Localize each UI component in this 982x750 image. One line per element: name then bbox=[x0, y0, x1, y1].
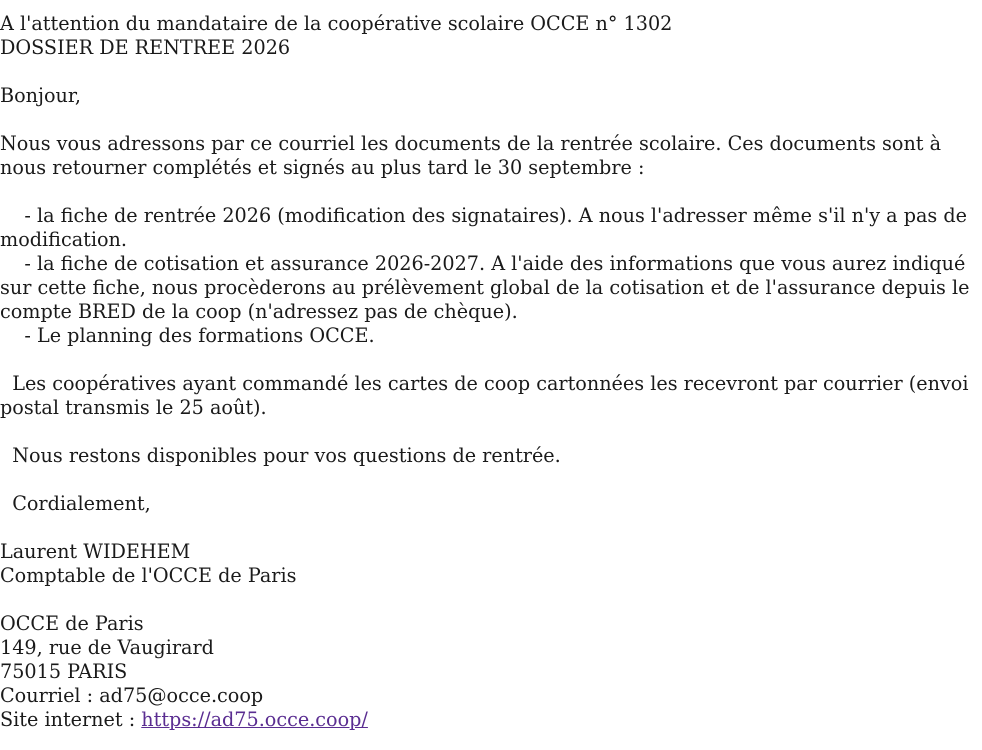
spacer bbox=[0, 420, 982, 444]
availability-note: Nous restons disponibles pour vos questions de rentrée. bbox=[0, 444, 561, 467]
contact-city: 75015 PARIS bbox=[0, 660, 128, 683]
signature-block bbox=[0, 540, 982, 588]
contact-website-line bbox=[0, 708, 982, 732]
spacer bbox=[0, 588, 982, 612]
document-list bbox=[0, 204, 982, 348]
list-item: - la fiche de rentrée 2026 (modification des signataires). A nous l'adresser même s'il n'y a pas de modification. bbox=[0, 204, 974, 251]
website-link[interactable]: https://ad75.occe.coop/ bbox=[141, 708, 368, 731]
website-label: Site internet : bbox=[0, 708, 142, 731]
contact-block bbox=[0, 612, 982, 732]
spacer bbox=[0, 108, 982, 132]
attention-line: A l'attention du mandataire de la coopérative scolaire OCCE n° 1302 bbox=[0, 12, 673, 35]
signature-name: Laurent WIDEHEM bbox=[0, 540, 191, 563]
spacer bbox=[0, 468, 982, 492]
spacer bbox=[0, 516, 982, 540]
cards-note: Les coopératives ayant commandé les cartes de coop cartonnées les recevront par courrier (envoi postal transmis le 25 août). bbox=[0, 372, 975, 419]
intro-paragraph: Nous vous adressons par ce courriel les documents de la rentrée scolaire. Ces documents sont à nous retourner complétés et signés au plus tard le 30 septembre : bbox=[0, 132, 942, 179]
closing: Cordialement, bbox=[0, 492, 151, 515]
contact-email: Courriel : ad75@occe.coop bbox=[0, 684, 264, 707]
signature-role: Comptable de l'OCCE de Paris bbox=[0, 564, 297, 587]
spacer bbox=[0, 180, 982, 204]
contact-org: OCCE de Paris bbox=[0, 612, 144, 635]
list-item: - la fiche de cotisation et assurance 2026-2027. A l'aide des informations que vous aurez indiqué sur cette fiche, nous procèderons au prélèvement global de la cotisation et de l'assurance depuis le compte BRED de la coop (n'adressez pas de chèque). bbox=[0, 252, 976, 323]
spacer bbox=[0, 348, 982, 372]
dossier-title: DOSSIER DE RENTREE 2026 bbox=[0, 36, 291, 59]
greeting: Bonjour, bbox=[0, 84, 82, 107]
spacer bbox=[0, 60, 982, 84]
list-item: - Le planning des formations OCCE. bbox=[0, 324, 375, 347]
contact-street: 149, rue de Vaugirard bbox=[0, 636, 214, 659]
